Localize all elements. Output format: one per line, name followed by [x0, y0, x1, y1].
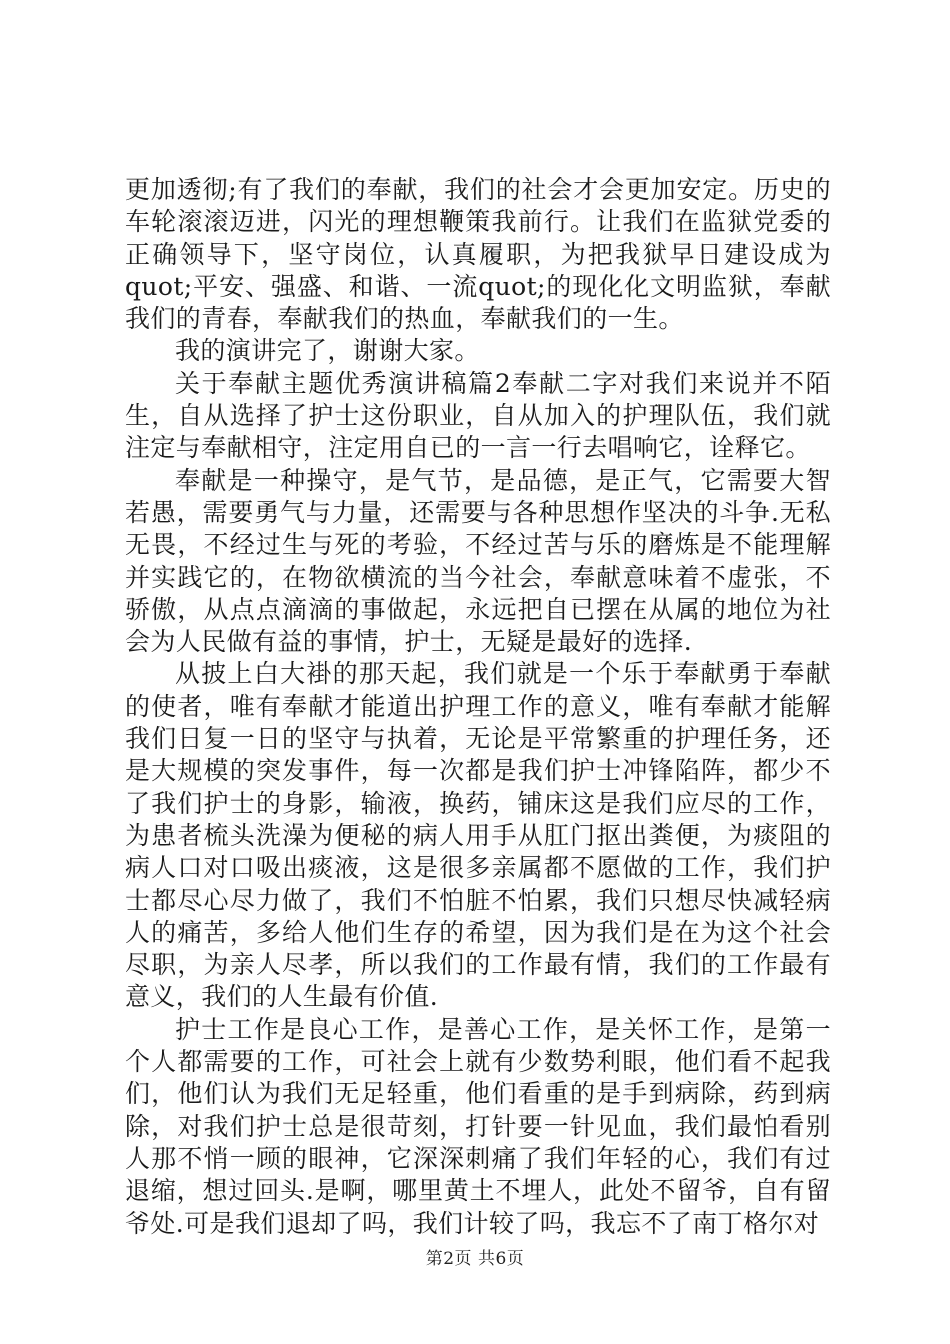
paragraph-speech-2-intro: 关于奉献主题优秀演讲稿篇2奉献二字对我们来说并不陌生，自从选择了护士这份职业，自从加入的护理队伍，我们就注定与奉献相守，注定用自已的一言一行去唱响它，诠释它。	[125, 368, 831, 463]
page-number-footer: 第2页 共6页	[425, 1249, 525, 1269]
paragraph-closing-remark: 我的演讲完了，谢谢大家。	[175, 336, 480, 366]
paragraph-nursing-work: 护士工作是良心工作，是善心工作，是关怀工作，是第一个人都需要的工作，可社会上就有少数势利眼，他们看不起我们，他们认为我们无足轻重，他们看重的是手到病除，药到病除，对我们护士总是很苛刻，打针要一针见血，我们最怕看别人那不悄一顾的眼神，它深深刺痛了我们年轻的心，我们有过退缩，想过回头.是啊，哪里黄土不埋人，此处不留爷，自有留爷处.可是我们退却了吗，我们计较了吗，我忘不了南丁格尔对	[125, 1014, 831, 1238]
document-body	[125, 174, 831, 1240]
paragraph-dedication-definition: 奉献是一种操守，是气节，是品德，是正气，它需要大智若愚，需要勇气与力量，还需要与各种思想作坚决的斗争.无私无畏，不经过生与死的考验，不经过苦与乐的磨炼是不能理解并实践它的，在物欲横流的当今社会，奉献意味着不虚张，不骄傲，从点点滴滴的事做起，永远把自已摆在从属的地位为社会为人民做有益的事情，护士，无疑是最好的选择.	[125, 465, 831, 657]
paragraph-continuation: 更加透彻;有了我们的奉献，我们的社会才会更加安定。历史的车轮滚滚迈进，闪光的理想鞭策我前行。让我们在监狱党委的正确领导下，坚守岗位，认真履职，为把我狱早日建设成为quot;平安、强盛、和谐、一流quot;的现化化文明监狱，奉献我们的青春，奉献我们的热血，奉献我们的一生。	[125, 175, 831, 334]
paragraph-white-coat: 从披上白大褂的那天起，我们就是一个乐于奉献勇于奉献的使者，唯有奉献才能道出护理工作的意义，唯有奉献才能解我们日复一日的坚守与执着，无论是平常繁重的护理任务，还是大规模的突发事件，每一次都是我们护士冲锋陷阵，都少不了我们护士的身影，输液，换药，铺床这是我们应尽的工作，为患者梳头洗澡为便秘的病人用手从肛门抠出粪便，为痰阻的病人口对口吸出痰液，这是很多亲属都不愿做的工作，我们护士都尽心尽力做了，我们不怕脏不怕累，我们只想尽快减轻病人的痛苦，多给人他们生存的希望，因为我们是在为这个社会尽职，为亲人尽孝，所以我们的工作最有情，我们的工作最有意义，我们的人生最有价值.	[125, 659, 831, 1012]
